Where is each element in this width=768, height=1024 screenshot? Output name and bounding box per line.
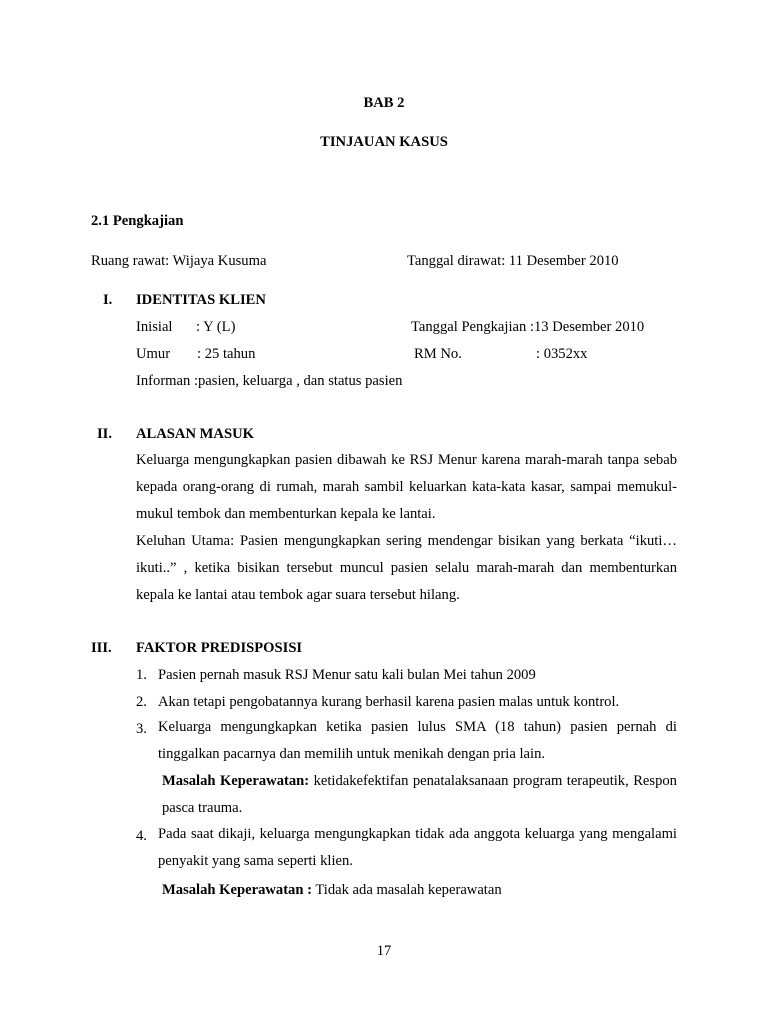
problem-2-label: Masalah Keperawatan : [162,882,312,898]
problem-1-text: ketidakefektifan penatalaksanaan program terapeutik, Respon pasca trauma. [162,773,677,816]
item-3-number: 3. [136,721,147,737]
identity-title: IDENTITAS KLIEN [136,292,266,308]
age-label: Umur [136,346,171,362]
chapter-heading: BAB 2 [363,95,405,111]
problem-2-line [162,883,502,898]
item-4-number: 4. [136,828,147,844]
problem-1-label: Masalah Keperawatan: [162,773,310,789]
chapter-title: TINJAUAN KASUS [320,134,448,150]
rm-label: RM No. [414,346,462,362]
predisposition-title: FAKTOR PREDISPOSISI [136,640,303,656]
admission-paragraph-1: Keluarga mengungkapkan pasien dibawah ke RSJ Menur karena marah-marah tanpa sebab kepada orang-orang di rumah, marah sambil keluarkan kata-kata kasar, sampai memukul-mukul tembok dan membenturkan kepala ke lantai. [136,452,677,522]
predisposition-numeral: III. [91,640,112,656]
informant-text: Informan :pasien, keluarga , dan status pasien [136,373,403,389]
initial-label: Inisial [136,319,173,335]
item-2-text: Akan tetapi pengobatannya kurang berhasil karena pasien malas untuk kontrol. [158,694,620,710]
rm-value: : 0352xx [536,346,588,362]
initial-value: : Y (L) [196,319,236,335]
date-admitted-text: Tanggal dirawat: 11 Desember 2010 [407,253,619,269]
ward-text: Ruang rawat: Wijaya Kusuma [91,253,267,269]
admission-title: ALASAN MASUK [136,426,254,442]
item-1-text: Pasien pernah masuk RSJ Menur satu kali bulan Mei tahun 2009 [158,667,536,683]
section-title: 2.1 Pengkajian [91,213,184,229]
problem-2-text: Tidak ada masalah keperawatan [311,882,502,898]
item-1-number: 1. [136,667,147,683]
identity-numeral: I. [103,292,113,308]
problem-1-paragraph [162,768,677,822]
assessment-date-text: Tanggal Pengkajian :13 Desember 2010 [411,319,645,335]
age-value: : 25 tahun [197,346,256,362]
item-3-text: Keluarga mengungkapkan ketika pasien lulus SMA (18 tahun) pasien pernah di tinggalkan pacarnya dan memilih untuk menikah dengan pria lain. [158,719,677,762]
page-number: 17 [376,943,392,959]
admission-numeral: II. [97,426,113,442]
item-2-number: 2. [136,694,147,710]
item-4-text: Pada saat dikaji, keluarga mengungkapkan tidak ada anggota keluarga yang mengalami penyakit yang sama seperti klien. [158,826,677,869]
admission-paragraph-2: Keluhan Utama: Pasien mengungkapkan sering mendengar bisikan yang berkata “ikuti… ikuti..” , ketika bisikan tersebut muncul pasien selalu marah-marah dan membenturkan kepala ke lantai atau tembok agar suara tersebut hilang. [136,533,677,603]
